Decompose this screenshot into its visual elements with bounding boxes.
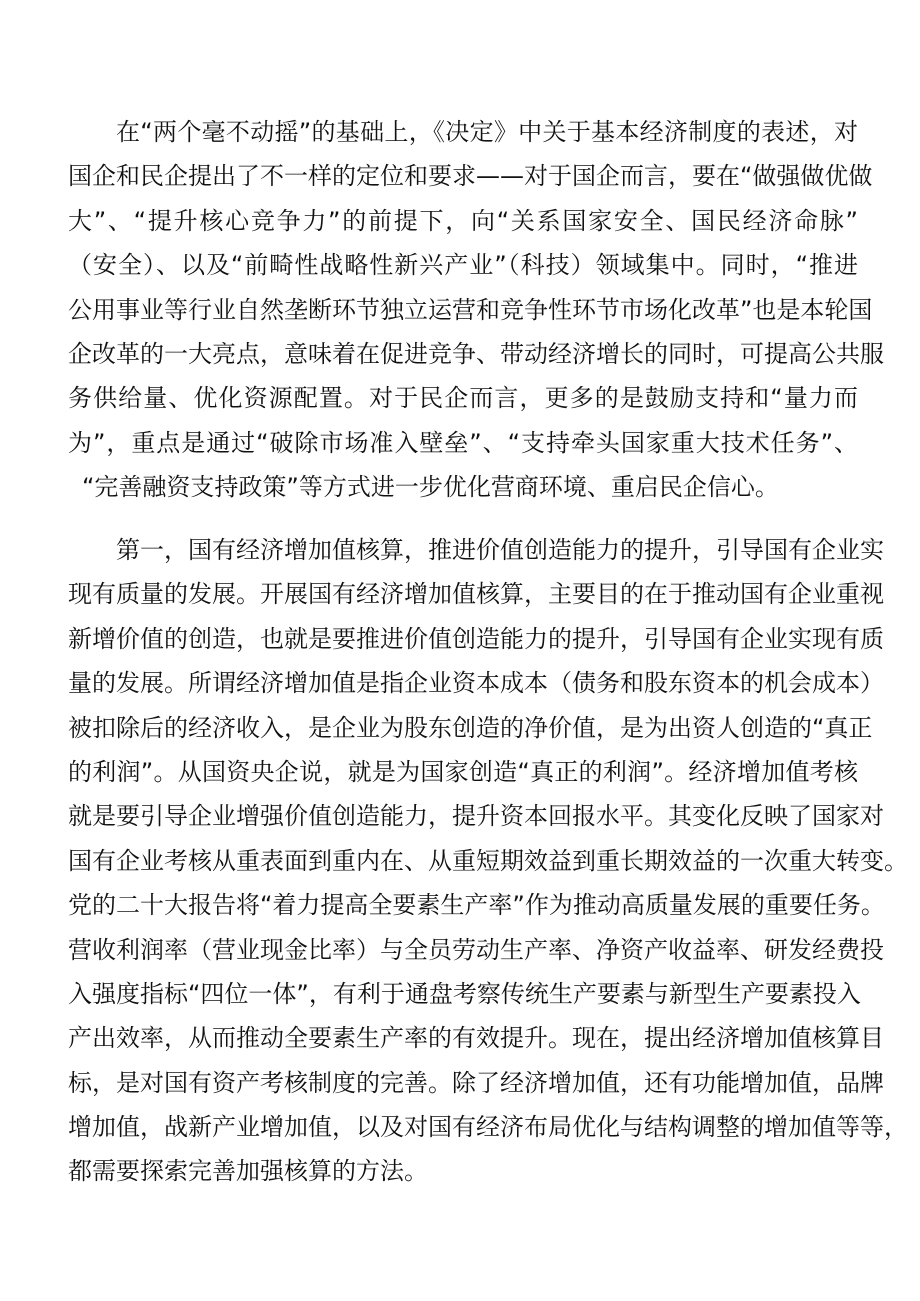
- paragraph-2-line-12: 产出效率，从而推动全要素生产率的有效提升。现在，提出经济增加值核算目: [68, 1024, 884, 1053]
- paragraph-2-line-10: 营收利润率（营业现金比率）与全员劳动生产率、净资产收益率、研发经费投: [68, 935, 884, 964]
- paragraph-2-line-13: 标，是对国有资产考核制度的完善。除了经济增加值，还有功能增加值，品牌: [68, 1068, 884, 1097]
- paragraph-1-line-5: 公用事业等行业自然垄断环节独立运营和竞争性环节市场化改革”也是本轮国: [68, 295, 873, 324]
- paragraph-1-line-1: 在“两个毫不动摇”的基础上，《决定》中关于基本经济制度的表述，对: [116, 118, 858, 146]
- paragraph-2-line-6: 的利润”。从国资央企说，就是为国家创造“真正的利润”。经济增加值考核: [68, 757, 858, 786]
- paragraph-2-line-3: 新增价值的创造，也就是要推进价值创造能力的提升，引导国有企业实现有质: [68, 624, 884, 653]
- paragraph-2-line-8: 国有企业考核从重表面到重内在、从重短期效益到重长期效益的一次重大转变。: [68, 846, 908, 875]
- paragraph-1-line-4: （安全）、以及“前畸性战略性新兴产业”（科技）领域集中。同时，“推进: [68, 251, 858, 280]
- paragraph-1-line-7: 务供给量、优化资源配置。对于民企而言，更多的是鼓励支持和“量力而: [68, 384, 858, 413]
- paragraph-1: [68, 110, 884, 510]
- paragraph-2-line-9: 党的二十大报告将“着力提高全要素生产率”作为推动高质量发展的重要任务。: [68, 891, 885, 920]
- paragraph-1-line-2: 国企和民企提出了不一样的定位和要求——对于国企而言，要在“做强做优做: [68, 162, 873, 191]
- paragraph-2-line-7: 就是要引导企业增强价值创造能力，提升资本回报水平。其变化反映了国家对: [68, 802, 884, 831]
- paragraph-2-line-14: 增加值，战新产业增加值，以及对国有经济布局优化与结构调整的增加值等等，: [68, 1113, 908, 1142]
- paragraph-2-line-4: 量的发展。所谓经济增加值是指企业资本成本（债务和股东资本的机会成本）: [68, 669, 884, 698]
- paragraph-2-line-15: 都需要探索完善加强核算的方法。: [68, 1157, 428, 1186]
- paragraph-2-line-5: 被扣除后的经济收入，是企业为股东创造的净价值，是为出资人创造的“真正: [68, 713, 873, 742]
- paragraph-1-line-8: 为”，重点是通过“破除市场准入壁垒”、“支持牵头国家重大技术任务”、: [68, 428, 858, 457]
- paragraph-2-line-11: 入强度指标“四位一体”，有利于通盘考察传统生产要素与新型生产要素投入: [68, 979, 861, 1008]
- paragraph-2-line-1: 第一，国有经济增加值核算，推进价值创造能力的提升，引导国有企业实: [116, 536, 884, 564]
- paragraph-2: [68, 528, 908, 1194]
- paragraph-1-line-9: “完善融资支持政策”等方式进一步优化营商环境、重启民企信心。: [82, 473, 779, 502]
- paragraph-1-line-6: 企改革的一大亮点，意味着在促进竞争、带动经济增长的同时，可提高公共服: [68, 339, 884, 368]
- paragraph-1-line-3: 大”、“提升核心竞争力”的前提下，向“关系国家安全、国民经济命脉”: [68, 206, 858, 235]
- paragraph-2-line-2: 现有质量的发展。开展国有经济增加值核算，主要目的在于推动国有企业重视: [68, 580, 884, 609]
